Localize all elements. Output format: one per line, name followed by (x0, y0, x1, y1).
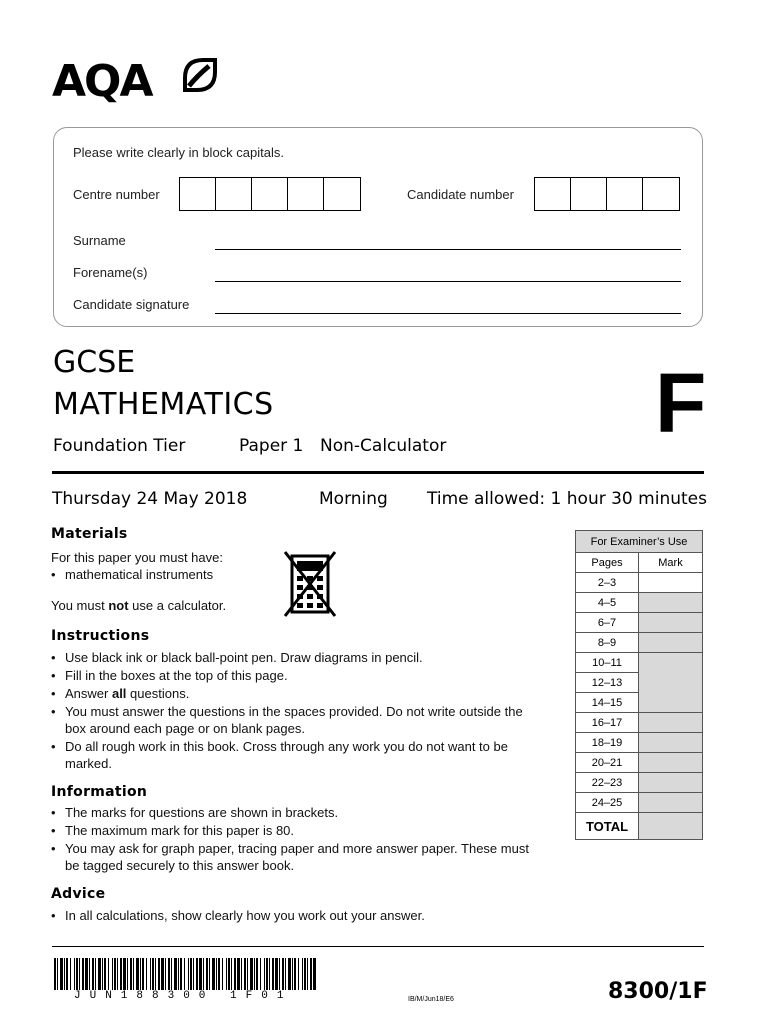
calc-text: use a calculator. (128, 598, 227, 613)
barcode-bar (304, 958, 306, 990)
digit-box[interactable] (324, 178, 360, 210)
barcode-bar (199, 958, 202, 990)
barcode-bar (226, 958, 227, 990)
signature-field[interactable] (215, 313, 681, 314)
pages-cell: 2–3 (576, 573, 639, 593)
candidate-number-label: Candidate number (407, 187, 514, 202)
barcode-bar (140, 958, 141, 990)
barcode-bar (64, 958, 65, 990)
barcode-bar (279, 958, 280, 990)
qualification-title: GCSE (53, 345, 136, 380)
barcode-bar (302, 958, 303, 990)
barcode-bar (108, 958, 109, 990)
digit-box[interactable] (643, 178, 679, 210)
mark-cell (639, 593, 703, 613)
title-divider (52, 471, 704, 474)
barcode-bar (70, 958, 71, 990)
barcode-bar (275, 958, 278, 990)
list-item: • mathematical instruments (51, 566, 271, 583)
pages-cell: 14–15 (576, 693, 639, 713)
barcode-bar (92, 958, 94, 990)
calculator-rule (51, 597, 226, 614)
barcode-bar (165, 958, 166, 990)
instructions-heading: Instructions (51, 628, 150, 644)
barcode-bar (158, 958, 160, 990)
paper-label: Paper 1 (239, 436, 304, 456)
barcode-bar (196, 958, 198, 990)
barcode-bar (184, 958, 185, 990)
barcode-bar (254, 958, 255, 990)
centre-number-boxes[interactable] (179, 177, 361, 211)
paper-type-label: Non-Calculator (320, 436, 447, 456)
barcode-bar (57, 958, 58, 990)
barcode-bar (102, 958, 103, 990)
pages-cell: 18–19 (576, 733, 639, 753)
forename-label: Forename(s) (73, 265, 148, 280)
barcode-bar (76, 958, 78, 990)
list-item: • You may ask for graph paper, tracing paper and more answer paper. These must be tagged securely to this answer book. (51, 840, 541, 874)
signature-label: Candidate signature (73, 297, 190, 312)
barcode-bar (237, 958, 240, 990)
barcode-bar (168, 958, 170, 990)
answer-emphasis: all (111, 686, 127, 701)
instructions-list (51, 649, 541, 773)
tier-letter: F (655, 356, 707, 450)
materials-heading: Materials (51, 526, 128, 542)
information-heading: Information (51, 784, 148, 800)
digit-box[interactable] (607, 178, 643, 210)
barcode-bar (250, 958, 253, 990)
barcode-bar (310, 958, 312, 990)
list-item (51, 685, 541, 702)
barcode-bar (216, 958, 217, 990)
total-mark-cell (639, 813, 703, 840)
barcode-bar (150, 958, 151, 990)
barcode-bar (117, 958, 118, 990)
surname-field[interactable] (215, 249, 681, 250)
subject-title: MATHEMATICS (53, 387, 274, 422)
barcode-bar (209, 958, 210, 990)
barcode-bar (218, 958, 220, 990)
aqa-leaf-icon (183, 58, 217, 92)
barcode-bar (266, 958, 268, 990)
mark-cell (639, 713, 703, 733)
forename-field[interactable] (215, 281, 681, 282)
barcode-bar (272, 958, 274, 990)
digit-box[interactable] (571, 178, 607, 210)
pages-cell: 8–9 (576, 633, 639, 653)
time-allowed: Time allowed: 1 hour 30 minutes (427, 489, 707, 509)
no-calculator-icon (283, 550, 337, 618)
materials-list (51, 566, 271, 584)
barcode-bar (178, 958, 179, 990)
mark-cell (639, 753, 703, 773)
barcode-text: JUN188300 1F01 (74, 990, 293, 1002)
barcode-bar (79, 958, 80, 990)
answer-text: Answer (65, 686, 112, 701)
barcode-bar (136, 958, 139, 990)
calc-emphasis: not (108, 598, 129, 613)
barcode-bar (174, 958, 177, 990)
barcode-bar (285, 958, 286, 990)
paper-code: 8300/1F (608, 979, 708, 1004)
block-capitals-instruction: Please write clearly in block capitals. (73, 145, 284, 160)
pages-column-header: Pages (576, 553, 639, 573)
pages-cell: 24–25 (576, 793, 639, 813)
digit-box[interactable] (535, 178, 571, 210)
list-item: • You must answer the questions in the spaces provided. Do not write outside the box around each page or on blank pages. (51, 703, 541, 737)
barcode-bar (190, 958, 192, 990)
barcode-bar (241, 958, 242, 990)
barcode-bar (54, 958, 56, 990)
mark-cell (639, 633, 703, 653)
barcode-bar (292, 958, 293, 990)
barcode-bar (133, 958, 134, 990)
barcode (54, 958, 319, 990)
document-reference: IB/M/Jun18/E6 (408, 996, 454, 1003)
barcode-bar (212, 958, 215, 990)
barcode-bar (206, 958, 208, 990)
mark-column-header: Mark (639, 553, 703, 573)
exam-session: Morning (319, 489, 388, 509)
list-item: • Do all rough work in this book. Cross through any work you do not want to be marked. (51, 738, 541, 772)
barcode-bar (114, 958, 116, 990)
total-label: TOTAL (576, 813, 639, 840)
surname-label: Surname (73, 233, 126, 248)
barcode-bar (95, 958, 96, 990)
examiners-use-table (575, 530, 703, 840)
mark-cell (639, 733, 703, 753)
barcode-bar (298, 958, 299, 990)
barcode-bar (228, 958, 230, 990)
advice-heading: Advice (51, 886, 106, 902)
digit-box[interactable] (288, 178, 324, 210)
barcode-bar (146, 958, 147, 990)
barcode-bar (193, 958, 194, 990)
pages-cell: 10–11 (576, 653, 639, 673)
pages-cell: 20–21 (576, 753, 639, 773)
candidate-number-boxes[interactable] (534, 177, 680, 211)
digit-box[interactable] (252, 178, 288, 210)
barcode-bar (85, 958, 88, 990)
pages-cell: 6–7 (576, 613, 639, 633)
barcode-bar (203, 958, 204, 990)
pages-cell: 16–17 (576, 713, 639, 733)
barcode-bar (282, 958, 284, 990)
materials-intro: For this paper you must have: (51, 550, 223, 565)
barcode-bar (120, 958, 122, 990)
pages-cell: 12–13 (576, 673, 639, 693)
aqa-logo: AQA (52, 56, 152, 107)
barcode-bar (313, 958, 316, 990)
barcode-bar (161, 958, 164, 990)
barcode-bar (294, 958, 296, 990)
barcode-bar (180, 958, 182, 990)
barcode-bar (231, 958, 232, 990)
barcode-bar (82, 958, 84, 990)
pages-cell: 22–23 (576, 773, 639, 793)
list-item: • The maximum mark for this paper is 80. (51, 822, 541, 839)
barcode-bar (142, 958, 144, 990)
barcode-bar (264, 958, 265, 990)
barcode-bar (244, 958, 246, 990)
barcode-bar (123, 958, 126, 990)
footer-divider (52, 946, 704, 947)
mark-cell (639, 793, 703, 813)
exam-date: Thursday 24 May 2018 (52, 489, 248, 509)
barcode-bar (74, 958, 75, 990)
barcode-bar (66, 958, 68, 990)
barcode-bar (89, 958, 90, 990)
digit-box[interactable] (216, 178, 252, 210)
mark-cell (639, 773, 703, 793)
barcode-bar (104, 958, 106, 990)
barcode-bar (247, 958, 248, 990)
barcode-bar (222, 958, 223, 990)
centre-number-label: Centre number (73, 187, 160, 202)
barcode-bar (307, 958, 308, 990)
barcode-bar (269, 958, 270, 990)
barcode-bar (288, 958, 291, 990)
list-item: • Use black ink or black ball-point pen. Draw diagrams in pencil. (51, 649, 541, 666)
barcode-bar (60, 958, 63, 990)
barcode-bar (188, 958, 189, 990)
barcode-bar (256, 958, 258, 990)
calc-text: You must (51, 598, 109, 613)
barcode-bar (130, 958, 132, 990)
barcode-bar (98, 958, 101, 990)
examiners-use-title: For Examiner’s Use (576, 531, 703, 553)
barcode-bar (171, 958, 172, 990)
digit-box[interactable] (180, 178, 216, 210)
mark-cell (639, 653, 703, 713)
barcode-bar (234, 958, 236, 990)
barcode-bar (112, 958, 113, 990)
list-item: • Fill in the boxes at the top of this page. (51, 667, 541, 684)
list-item: • In all calculations, show clearly how you work out your answer. (51, 907, 541, 924)
answer-text: questions. (126, 686, 190, 701)
advice-list (51, 907, 541, 925)
barcode-bar (260, 958, 261, 990)
information-list (51, 804, 541, 875)
pages-cell: 4–5 (576, 593, 639, 613)
tier-label: Foundation Tier (53, 436, 186, 456)
mark-cell (639, 573, 703, 593)
barcode-bar (155, 958, 156, 990)
list-item: • The marks for questions are shown in brackets. (51, 804, 541, 821)
barcode-bar (127, 958, 128, 990)
barcode-bar (152, 958, 154, 990)
mark-cell (639, 613, 703, 633)
